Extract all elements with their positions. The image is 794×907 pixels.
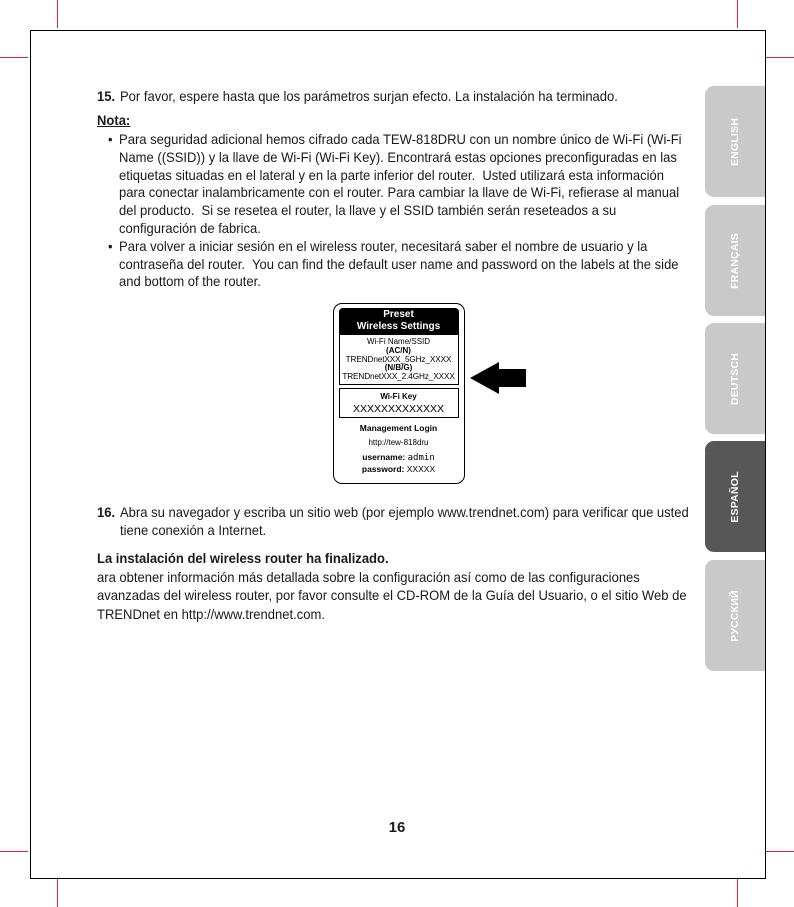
note-section [97,111,697,129]
crop-mark [57,879,58,907]
router-preset-label [333,303,465,484]
label-header [339,308,459,334]
arrow-left-icon [468,358,530,398]
crop-mark [737,0,738,28]
ssid-value: TRENDnetXXX_2.4GHz_XXXX [342,372,455,382]
label-header-line: Preset [383,308,414,320]
language-tab-english [705,86,765,197]
password-value: XXXXX [406,463,436,474]
management-url: http://tew-818dru [368,437,429,447]
note-line: and bottom of the router. [119,273,261,290]
step-text: tiene conexión a Internet. [119,522,267,538]
username-value: admin [407,452,435,463]
language-tab-espanol [705,441,765,552]
management-login-title: Management Login [359,422,438,433]
note-line: contraseña del router. You can find the default user name and password on the labels at the side [119,255,679,272]
band-label: (N/B/G) [384,363,413,373]
crop-mark [57,0,58,28]
wifi-key-title: Wi-Fi Key [380,391,417,401]
note-bullets [97,131,697,291]
step-text: Por favor, espere hasta que los parámetros surjan efecto. La instalación ha terminado. [119,88,618,104]
crop-mark [0,57,28,58]
language-tab-label: ESPAÑOL [729,470,741,523]
language-tab-russian [705,560,765,671]
step-text: Abra su navegador y escriba un sitio web (por ejemplo www.trendnet.com) para verificar que usted [119,504,689,520]
list-item [97,131,682,149]
crop-mark [766,851,794,852]
crop-mark [766,57,794,58]
language-tab-label: РУССКИЙ [729,589,741,642]
completion-line: TRENDnet en http://www.trendnet.com. [97,605,325,622]
label-header-line: Wireless Settings [356,320,441,332]
language-tab-deutsch [705,323,765,434]
note-line: etiquetas situadas en el lateral y en la parte inferior del router. Usted utilizará esta información [119,166,664,183]
crop-mark [0,851,28,852]
wifi-key-value: XXXXXXXXXXXXX [352,402,445,415]
completion-line: avanzadas del wireless router, por favor consulte el CD-ROM de la Guía del Usuario, o el sitio Web de [97,587,687,603]
wifi-name-box [339,334,459,385]
note-line: para conectar inalambricamente con el router. Para cambiar la llave de Wi-Fi, refierase al manual [119,184,680,201]
note-heading: Nota: [97,112,131,128]
band-label: (AC/N) [386,345,411,355]
step-15 [97,87,697,105]
note-line: Para seguridad adicional hemos cifrado cada TEW-818DRU con un nombre único de Wi-Fi (Wi-Fi [119,131,682,147]
language-tab-label: FRANÇAIS [729,232,741,289]
completion-section [97,549,697,623]
note-line: Name ((SSID)) y la llave de Wi-Fi (Wi-Fi Key). Encontrará estas opciones preconfiguradas en las [119,148,677,165]
wifi-name-title: Wi-Fi Name/SSID [366,337,431,347]
page-number: 16 [388,819,406,836]
note-line: Para volver a iniciar sesión en el wireless router, necesitará saber el nombre de usuario y la [119,237,648,254]
bullet-icon: • [107,237,113,254]
language-tab-label: DEUTSCH [729,352,741,405]
list-item [97,238,655,256]
note-line: del producto. Si se resetea el router, la llave y el SSID también serán reseteados a su [119,202,617,219]
completion-heading: La instalación del wireless router ha finalizado. [97,550,389,566]
language-tab-francais [705,205,765,316]
wifi-key-box [339,388,459,418]
password-label: password: [361,463,405,474]
ssid-value: TRENDnetXXX_5GHz_XXXX [345,354,452,364]
step-number: 15. [97,88,116,104]
crop-mark [737,879,738,907]
password-row [334,463,463,475]
completion-line: ara obtener información más detallada sobre la configuración así como de las configuraciones [97,568,640,585]
language-tab-label: ENGLISH [729,117,741,166]
username-row [334,451,463,463]
step-number: 16. [97,504,116,520]
bullet-icon: • [107,131,113,147]
step-16 [97,503,697,539]
note-line: configuración de fabrica. [119,219,261,236]
username-label: username: [362,451,406,462]
